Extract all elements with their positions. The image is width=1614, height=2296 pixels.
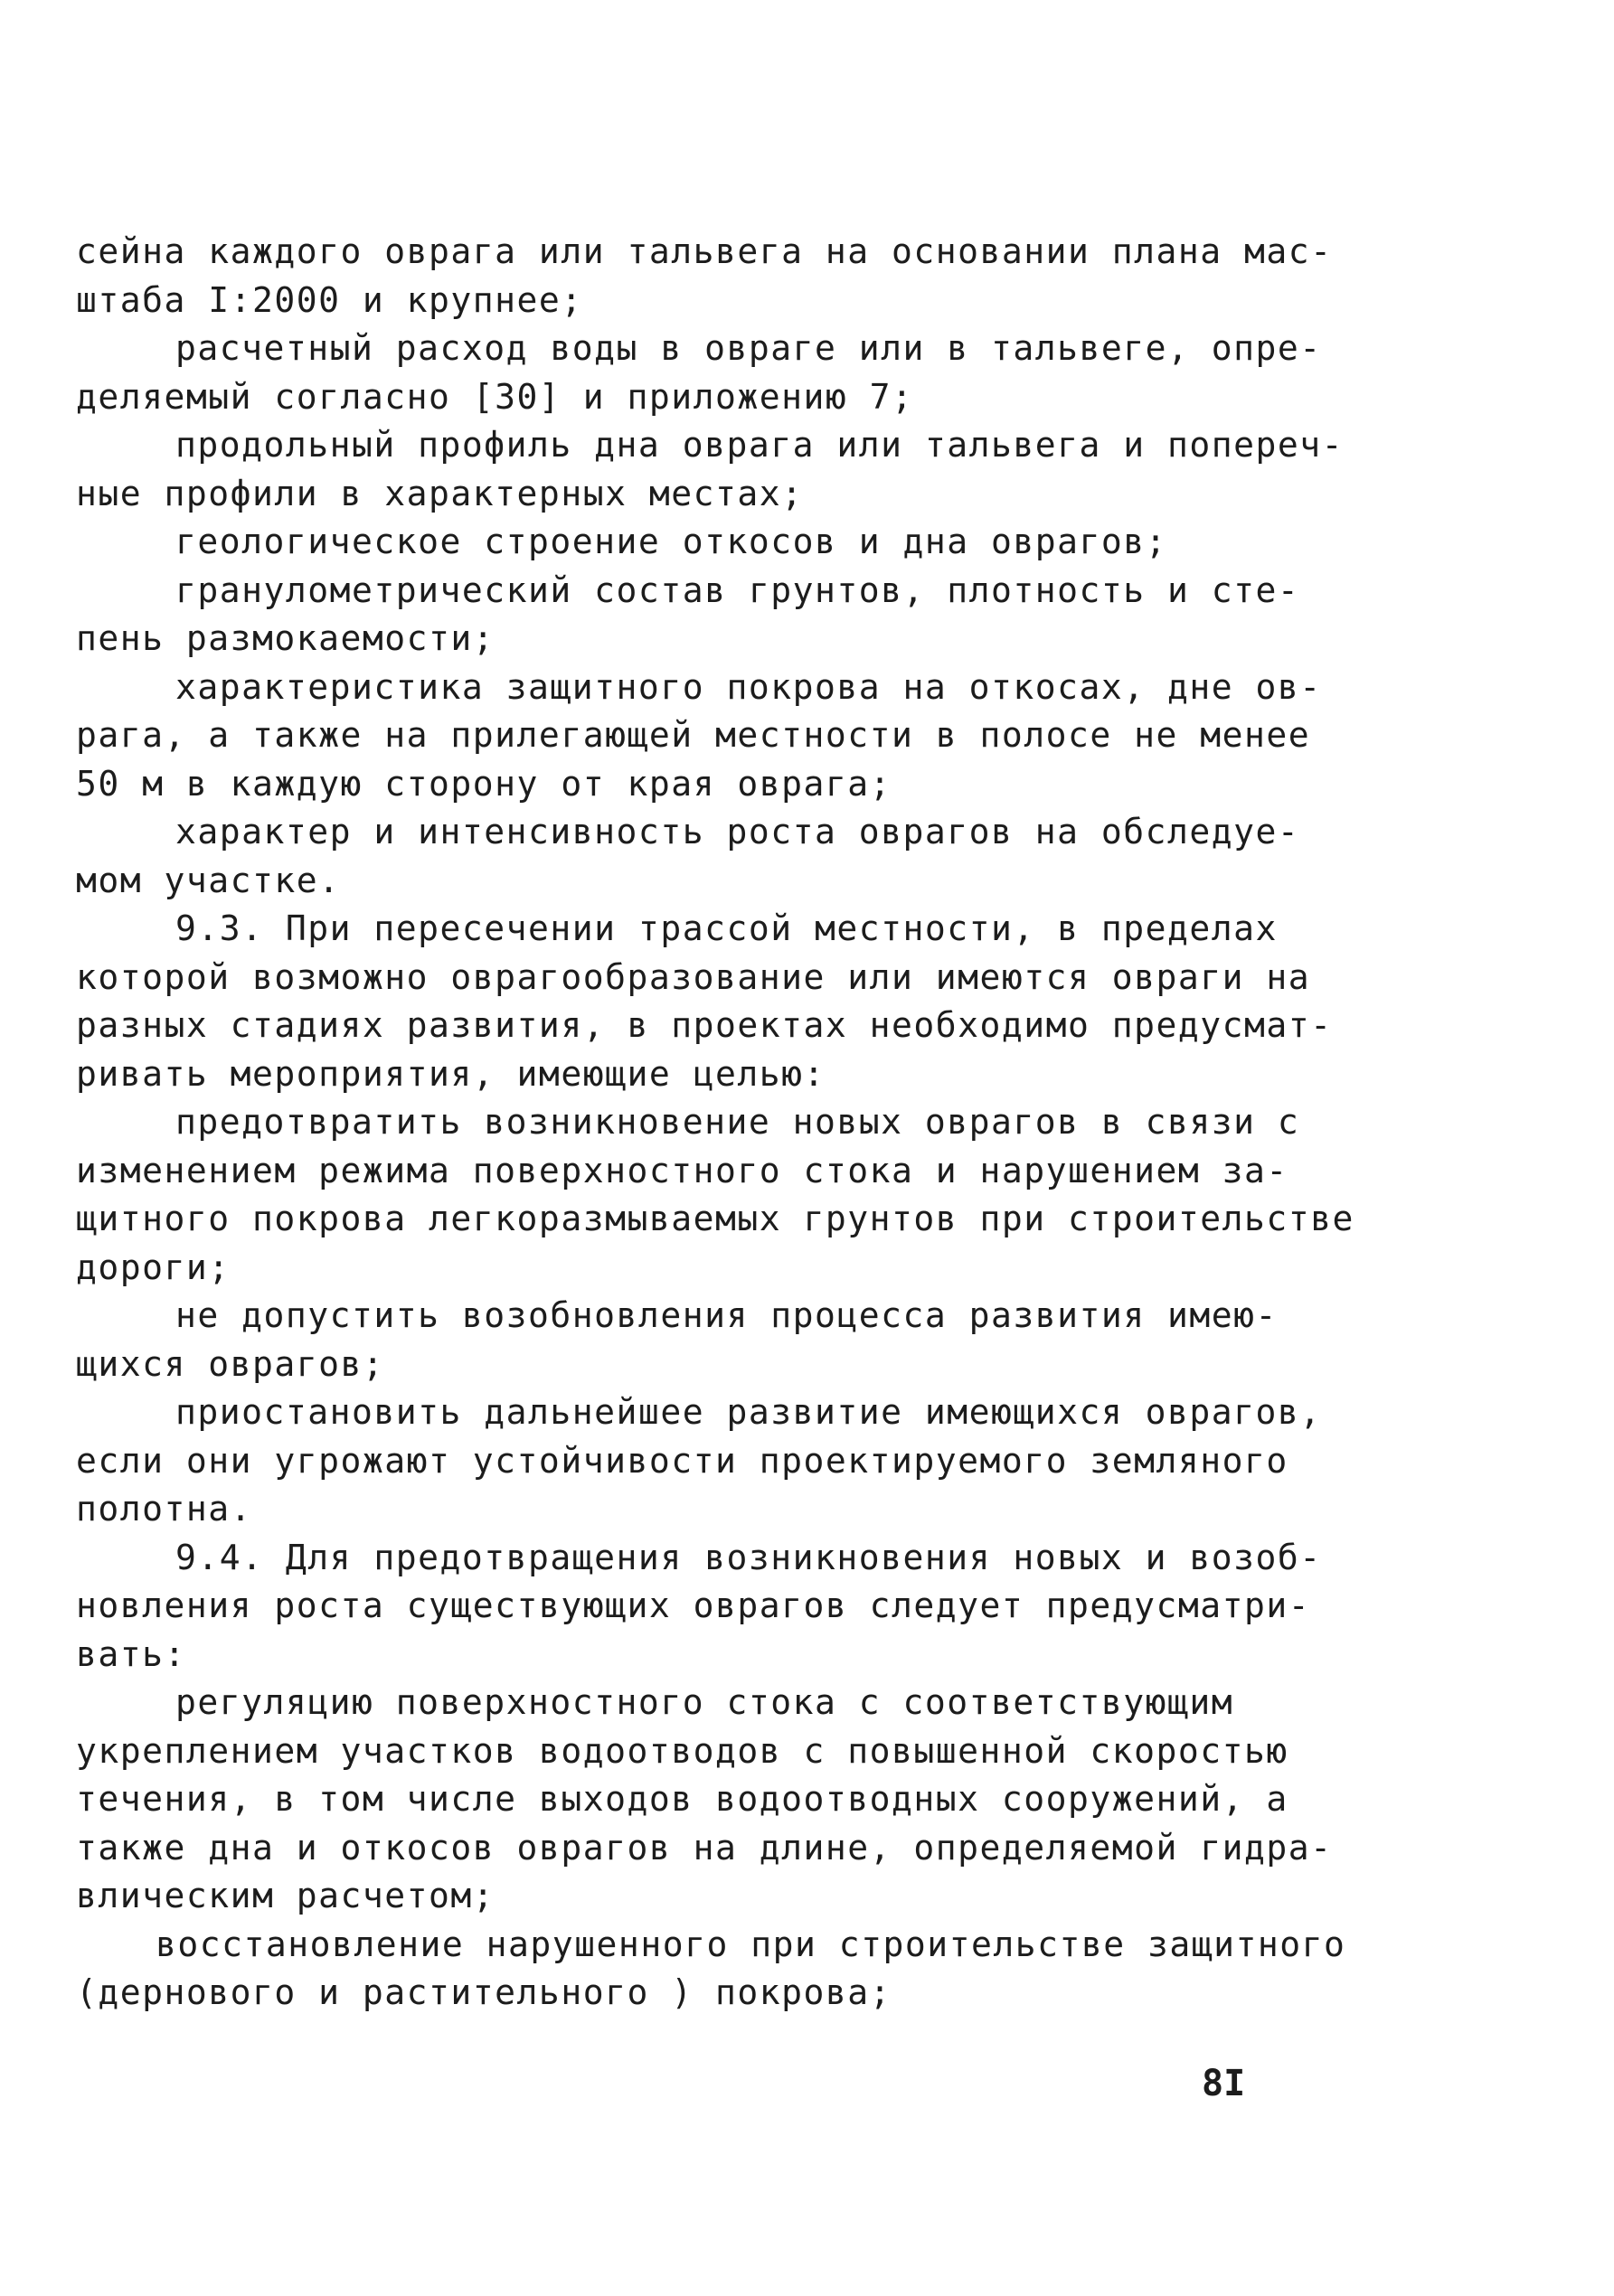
text-line: штаба I:2000 и крупнее; [76,279,583,320]
text-line: 9.4. Для предотвращения возникновения новых и возоб- [175,1537,1322,1577]
text-line: продольный профиль дна оврага или тальвега и попереч- [175,425,1345,465]
text-line: регуляцию поверхностного стока с соответствующим [175,1682,1234,1722]
text-line: приостановить дальнейшее развитие имеющихся оврагов, [175,1392,1322,1432]
text-line: полотна. [76,1489,253,1529]
text-line: пень размокаемости; [76,618,496,658]
text-line: не допустить возобновления процесса развития имею- [175,1295,1278,1335]
text-line: дороги; [76,1247,231,1287]
text-line: предотвратить возникновение новых оврагов в связи с [175,1102,1300,1142]
text-line: укреплением участков водоотводов с повышенной скоростью [76,1730,1288,1771]
text-line: геологическое строение откосов и дна оврагов; [175,522,1168,561]
text-line: (дернового и растительного ) покрова; [76,1972,892,2012]
text-line: ривать мероприятия, имеющие целью: [76,1053,826,1094]
text-line: также дна и откосов оврагов на длине, определяемой гидра- [76,1827,1333,1868]
text-line: течения, в том числе выходов водоотводных сооружений, а [76,1779,1288,1819]
text-line: сейна каждого оврага или тальвега на основании плана мас- [76,231,1333,271]
text-line: ные профили в характерных местах; [76,473,804,513]
text-line: изменением режима поверхностного стока и нарушением за- [76,1150,1288,1190]
text-line: вать: [76,1633,186,1674]
text-line: щитного покрова легкоразмываемых грунтов при строительстве [76,1199,1354,1238]
text-line: мом участке. [76,860,341,900]
text-line: рага, а также на прилегающей местности в полосе не менее [76,715,1311,755]
text-line: 9.3. При пересечении трассой местности, в пределах [175,908,1278,948]
text-line: щихся оврагов; [76,1343,385,1384]
text-line: влическим расчетом; [76,1876,496,1915]
text-line: деляемый согласно [30] и приложению 7; [76,376,914,417]
text-line: которой возможно оврагообразование или имеются овраги на [76,956,1311,997]
text-line: разных стадиях развития, в проектах необходимо предусмат- [76,1005,1333,1045]
text-line: если они угрожают устойчивости проектируемого земляного [76,1440,1288,1481]
text-line: 50 м в каждую сторону от края оврага; [76,763,892,804]
text-line: расчетный расход воды в овраге или в тальвеге, опре- [175,328,1322,368]
text-line: гранулометрический состав грунтов, плотность и сте- [175,569,1300,610]
text-line: восстановление нарушенного при строительстве защитного [156,1924,1346,1964]
page-number: 8I [1202,2063,1246,2104]
document-body [76,228,1354,2018]
text-line: характеристика защитного покрова на откосах, дне ов- [175,666,1322,707]
text-line: характер и интенсивность роста оврагов на обследуе- [175,812,1300,852]
text-line: новления роста существующих оврагов следует предусматри- [76,1586,1311,1625]
